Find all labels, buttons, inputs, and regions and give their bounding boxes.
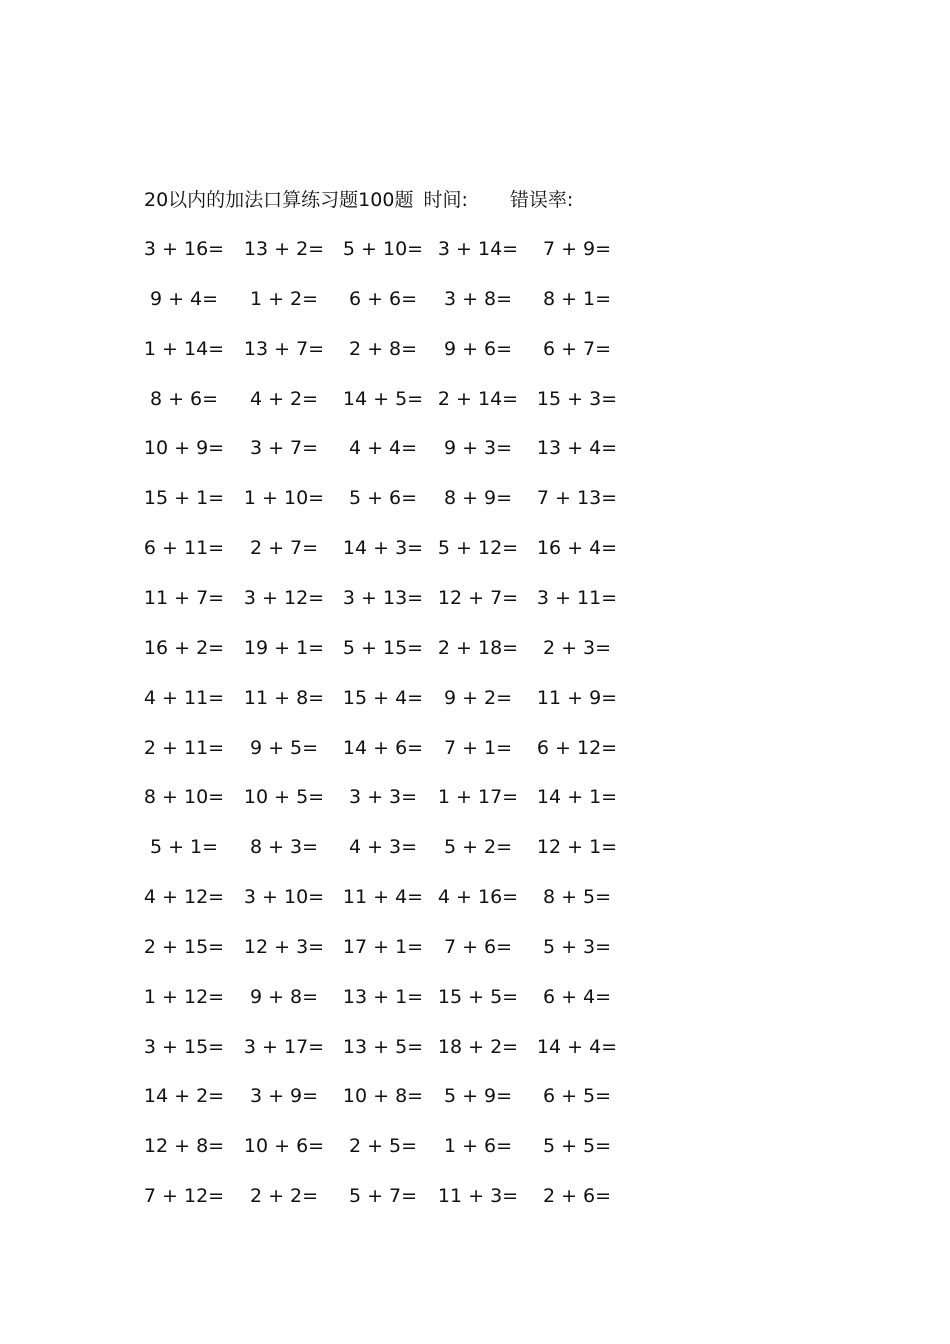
addition-problem: 3 + 17= xyxy=(243,1035,325,1058)
addition-problem: 13 + 5= xyxy=(342,1035,424,1058)
addition-problem: 12 + 1= xyxy=(536,836,618,859)
addition-problem: 9 + 3= xyxy=(443,437,513,460)
addition-problem: 6 + 12= xyxy=(536,736,618,759)
addition-problem: 14 + 5= xyxy=(342,387,424,410)
addition-problem: 10 + 9= xyxy=(143,437,225,460)
addition-problem: 2 + 6= xyxy=(542,1185,612,1208)
addition-problem: 8 + 5= xyxy=(542,886,612,909)
addition-problem: 7 + 6= xyxy=(443,935,513,958)
addition-problem: 15 + 1= xyxy=(143,487,225,510)
addition-problem: 5 + 12= xyxy=(437,537,519,560)
addition-problem: 10 + 5= xyxy=(243,786,325,809)
addition-problem: 6 + 4= xyxy=(542,985,612,1008)
addition-problem: 3 + 13= xyxy=(342,586,424,609)
addition-problem: 6 + 11= xyxy=(143,537,225,560)
addition-problem: 9 + 5= xyxy=(249,736,319,759)
addition-problem: 6 + 6= xyxy=(348,287,418,310)
addition-problem: 6 + 5= xyxy=(542,1085,612,1108)
addition-problem: 1 + 14= xyxy=(143,337,225,360)
addition-problem: 6 + 7= xyxy=(542,337,612,360)
addition-problem: 8 + 1= xyxy=(542,287,612,310)
addition-problem: 17 + 1= xyxy=(342,935,424,958)
addition-problem: 15 + 3= xyxy=(536,387,618,410)
addition-problem: 13 + 7= xyxy=(243,337,325,360)
addition-problem: 11 + 4= xyxy=(342,886,424,909)
addition-problem: 12 + 3= xyxy=(243,935,325,958)
addition-problem: 13 + 2= xyxy=(243,238,325,260)
addition-problem: 11 + 8= xyxy=(243,686,325,709)
addition-problem: 9 + 8= xyxy=(249,985,319,1008)
addition-problem: 5 + 9= xyxy=(443,1085,513,1108)
addition-problem: 14 + 1= xyxy=(536,786,618,809)
addition-problem: 2 + 18= xyxy=(437,636,519,659)
addition-problem: 9 + 2= xyxy=(443,686,513,709)
addition-problem: 3 + 15= xyxy=(143,1035,225,1058)
addition-problem: 11 + 9= xyxy=(536,686,618,709)
error-rate-label: 错误率: xyxy=(509,189,574,211)
addition-problem: 3 + 3= xyxy=(348,786,418,809)
addition-problem: 5 + 1= xyxy=(149,836,219,859)
addition-problem: 10 + 6= xyxy=(243,1135,325,1158)
worksheet-title: 20以内的加法口算练习题100题 xyxy=(144,189,414,211)
addition-problem: 8 + 3= xyxy=(249,836,319,859)
addition-problem: 14 + 4= xyxy=(536,1035,618,1058)
addition-problem: 7 + 13= xyxy=(536,487,618,510)
addition-problem: 1 + 17= xyxy=(437,786,519,809)
addition-problem: 2 + 14= xyxy=(437,387,519,410)
addition-problem: 9 + 4= xyxy=(149,287,219,310)
addition-problem: 14 + 3= xyxy=(342,537,424,560)
addition-problem: 5 + 2= xyxy=(443,836,513,859)
addition-problem: 15 + 5= xyxy=(437,985,519,1008)
addition-problem: 7 + 12= xyxy=(143,1185,225,1208)
addition-problem: 19 + 1= xyxy=(243,636,325,659)
addition-problem: 3 + 10= xyxy=(243,886,325,909)
addition-problem: 14 + 6= xyxy=(342,736,424,759)
addition-problem: 10 + 8= xyxy=(342,1085,424,1108)
addition-problem: 12 + 8= xyxy=(143,1135,225,1158)
addition-problem: 5 + 10= xyxy=(342,238,424,260)
addition-problem: 3 + 14= xyxy=(437,238,519,260)
addition-problem: 7 + 1= xyxy=(443,736,513,759)
addition-problem: 3 + 9= xyxy=(249,1085,319,1108)
addition-problem: 1 + 2= xyxy=(249,287,319,310)
addition-problem: 4 + 4= xyxy=(348,437,418,460)
addition-problem: 5 + 15= xyxy=(342,636,424,659)
time-label: 时间: xyxy=(423,189,468,211)
addition-problem: 1 + 10= xyxy=(243,487,325,510)
addition-problem: 11 + 3= xyxy=(437,1185,519,1208)
addition-problem: 5 + 3= xyxy=(542,935,612,958)
addition-problem: 15 + 4= xyxy=(342,686,424,709)
addition-problem: 14 + 2= xyxy=(143,1085,225,1108)
addition-problem: 3 + 12= xyxy=(243,586,325,609)
addition-problem: 8 + 10= xyxy=(143,786,225,809)
addition-problem: 2 + 11= xyxy=(143,736,225,759)
addition-problem: 5 + 5= xyxy=(542,1135,612,1158)
addition-problem: 16 + 4= xyxy=(536,537,618,560)
addition-problem: 2 + 2= xyxy=(249,1185,319,1208)
addition-problem: 7 + 9= xyxy=(542,238,612,260)
addition-problem: 12 + 7= xyxy=(437,586,519,609)
addition-problem: 4 + 3= xyxy=(348,836,418,859)
addition-problem: 3 + 8= xyxy=(443,287,513,310)
addition-problem: 1 + 12= xyxy=(143,985,225,1008)
addition-problem: 2 + 15= xyxy=(143,935,225,958)
addition-problem: 4 + 16= xyxy=(437,886,519,909)
addition-problem: 18 + 2= xyxy=(437,1035,519,1058)
addition-problem: 4 + 11= xyxy=(143,686,225,709)
addition-problem: 3 + 7= xyxy=(249,437,319,460)
addition-problem: 3 + 11= xyxy=(536,586,618,609)
addition-problem: 13 + 1= xyxy=(342,985,424,1008)
addition-problem: 4 + 12= xyxy=(143,886,225,909)
addition-problem: 9 + 6= xyxy=(443,337,513,360)
addition-problem: 1 + 6= xyxy=(443,1135,513,1158)
addition-problem: 5 + 7= xyxy=(348,1185,418,1208)
addition-problem: 8 + 6= xyxy=(149,387,219,410)
addition-problem: 8 + 9= xyxy=(443,487,513,510)
addition-problem: 2 + 7= xyxy=(249,537,319,560)
addition-problem: 2 + 8= xyxy=(348,337,418,360)
addition-problem: 2 + 5= xyxy=(348,1135,418,1158)
addition-problem: 3 + 16= xyxy=(143,238,225,260)
addition-problem: 11 + 7= xyxy=(143,586,225,609)
addition-problem: 16 + 2= xyxy=(143,636,225,659)
addition-problem: 5 + 6= xyxy=(348,487,418,510)
addition-problem: 13 + 4= xyxy=(536,437,618,460)
addition-problem: 4 + 2= xyxy=(249,387,319,410)
addition-problem: 2 + 3= xyxy=(542,636,612,659)
